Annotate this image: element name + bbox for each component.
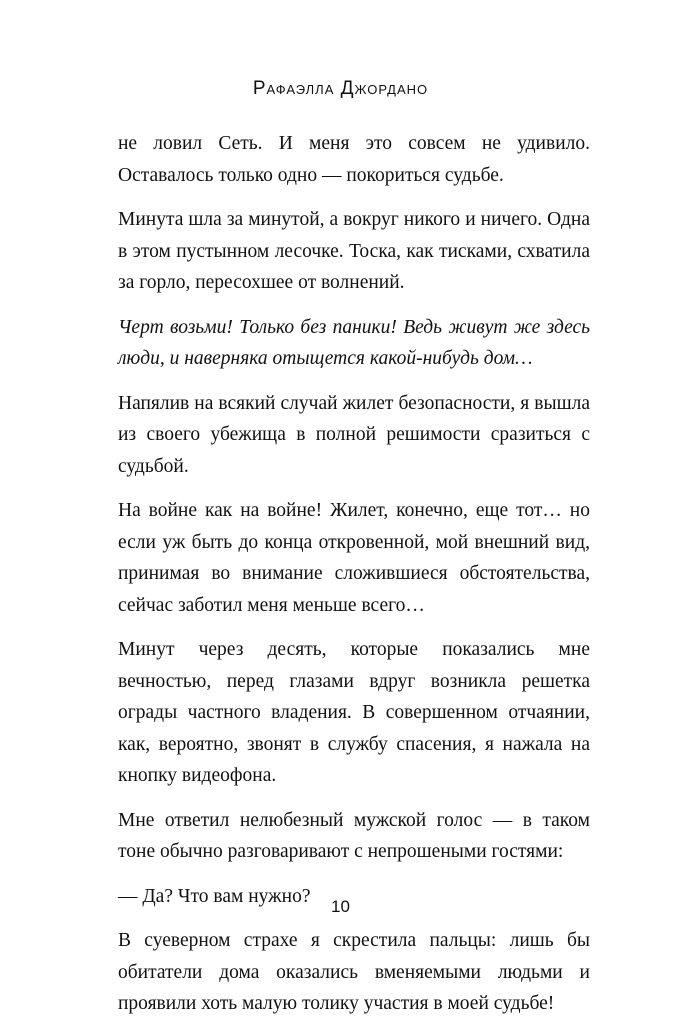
paragraph-9: В суеверном страхе я скрестила пальцы: лишь бы обитатели дома оказались вменяемыми людьми и проявили хоть малую толику участия в моей судьбе!	[118, 930, 590, 1014]
paragraph-3-italic-thought: Черт возьми! Только без паники! Ведь живут же здесь люди, и наверняка отыщется какой-нибудь дом…	[118, 316, 590, 369]
running-header-author: Рафаэлла Джордано	[252, 78, 429, 99]
paragraph-8-dialogue: — Да? Что вам нужно?	[118, 885, 311, 907]
paragraph-2: Минута шла за минутой, а вокруг никого и ничего. Одна в этом пустынном лесочке. Тоска, как тисками, схватила за горло, пересохшее от волнений.	[118, 209, 590, 293]
paragraph-6: Минут через десять, которые показались мне вечностью, перед глазами вдруг возникла решетка ограды частного владения. В совершенном отчаянии, как, вероятно, звонят в службу спасения, я нажала на кнопку видеофона.	[118, 639, 590, 786]
paragraph-5: На войне как на войне! Жилет, конечно, еще тот… но если уж быть до конца откровенной, мой внешний вид, принимая во внимание сложившиеся обстоятельства, сейчас заботил меня меньше всего…	[118, 500, 590, 616]
paragraph-1: не ловил Сеть. И меня это совсем не удивило. Оставалось только одно — покориться судьбе.	[118, 133, 590, 186]
page-number: 10	[331, 897, 350, 916]
paragraph-4: Напялив на всякий случай жилет безопасности, я вышла из своего убежища в полной решимости сразиться с судьбой.	[118, 392, 590, 477]
paragraph-7: Мне ответил нелюбезный мужской голос — в таком тоне обычно разговаривают с непрошеными гостями:	[118, 809, 590, 862]
